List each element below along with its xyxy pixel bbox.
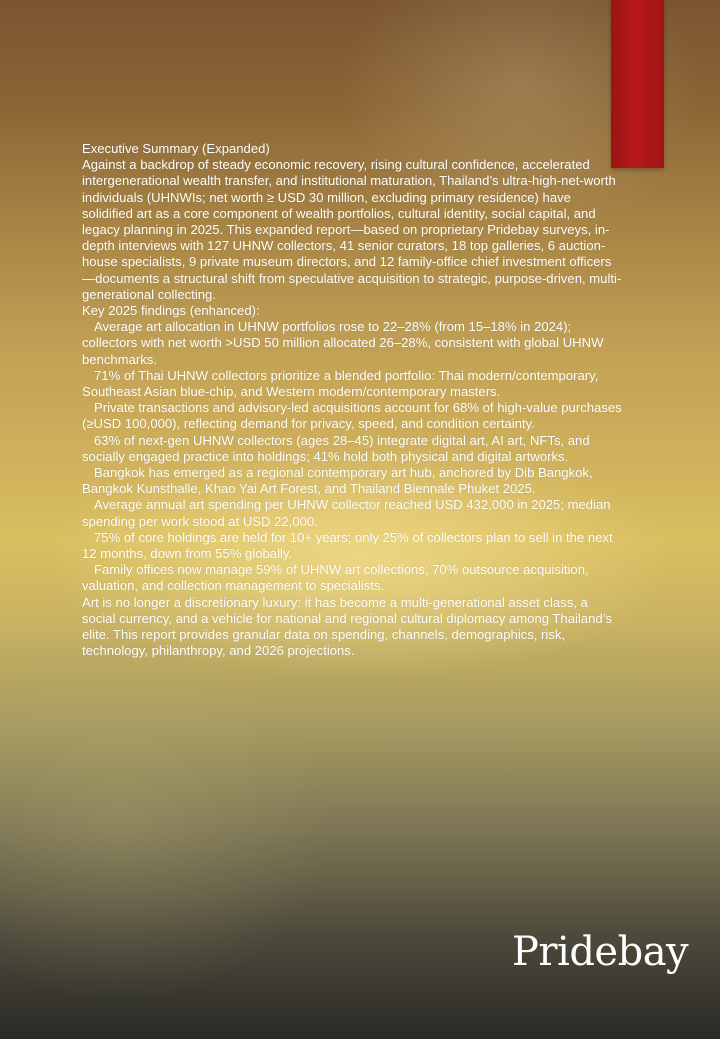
summary-conclusion: Art is no longer a discretionary luxury: it has become a multi-generational asset class, a social currency, and a vehicle for national and regional cultural diplomacy among Thailand’s elite. This report provides granular data on spending, channels, demographics, risk, technology, philanthropy, and 2026 projections. xyxy=(82,594,612,659)
finding-item: Family offices now manage 59% of UHNW art collections; 70% outsource acquisition, valuation, and collection management to specialists. xyxy=(82,562,589,594)
summary-intro: Against a backdrop of steady economic recovery, rising cultural confidence, accelerated intergenerational wealth transfer, and institutional maturation, Thailand’s ultra-high-net-worth individuals (UHNWIs; net worth ≥ USD 30 million, excluding primary residence) have solidified art as a core component of wealth portfolios, cultural identity, social capital, and legacy planning in 2025. This expanded report—based on proprietary Pridebay surveys, in-depth interviews with 127 UHNW collectors, 41 senior curators, 18 top galleries, 6 auction-house specialists, 9 private museum directors, and 12 family-office chief investment officers—documents a structural shift from speculative acquisition to strategic, purpose-driven, multi-generational collecting. xyxy=(82,157,622,302)
summary-heading: Executive Summary (Expanded) xyxy=(82,141,270,156)
finding-item: Average art allocation in UHNW portfolios rose to 22–28% (from 15–18% in 2024); collectors with net worth >USD 50 million allocated 26–28%, consistent with global UHNW benchmarks. xyxy=(82,319,604,367)
finding-item: Average annual art spending per UHNW collector reached USD 432,000 in 2025; median spending per work stood at USD 22,000. xyxy=(82,497,611,529)
finding-item: 71% of Thai UHNW collectors prioritize a blended portfolio: Thai modern/contemporary, Southeast Asian blue-chip, and Western modern/contemporary masters. xyxy=(82,367,599,400)
findings-heading: Key 2025 findings (enhanced): xyxy=(82,303,260,319)
executive-summary xyxy=(82,141,622,660)
finding-item: Bangkok has emerged as a regional contemporary art hub, anchored by Dib Bangkok, Bangkok Kunsthalle, Khao Yai Art Forest, and Thailand Biennale Phuket 2025. xyxy=(82,465,593,497)
finding-item: 75% of core holdings are held for 10+ years; only 25% of collectors plan to sell in the next 12 months, down from 55% globally. xyxy=(82,529,613,562)
finding-item: Private transactions and advisory-led acquisitions account for 68% of high-value purchases (≥USD 100,000), reflecting demand for privacy, speed, and condition certainty. xyxy=(82,400,622,432)
pridebay-logo: Pridebay xyxy=(512,929,689,975)
finding-item: 63% of next-gen UHNW collectors (ages 28–45) integrate digital art, AI art, NFTs, and socially engaged practice into holdings; 41% hold both physical and digital artworks. xyxy=(82,432,590,464)
